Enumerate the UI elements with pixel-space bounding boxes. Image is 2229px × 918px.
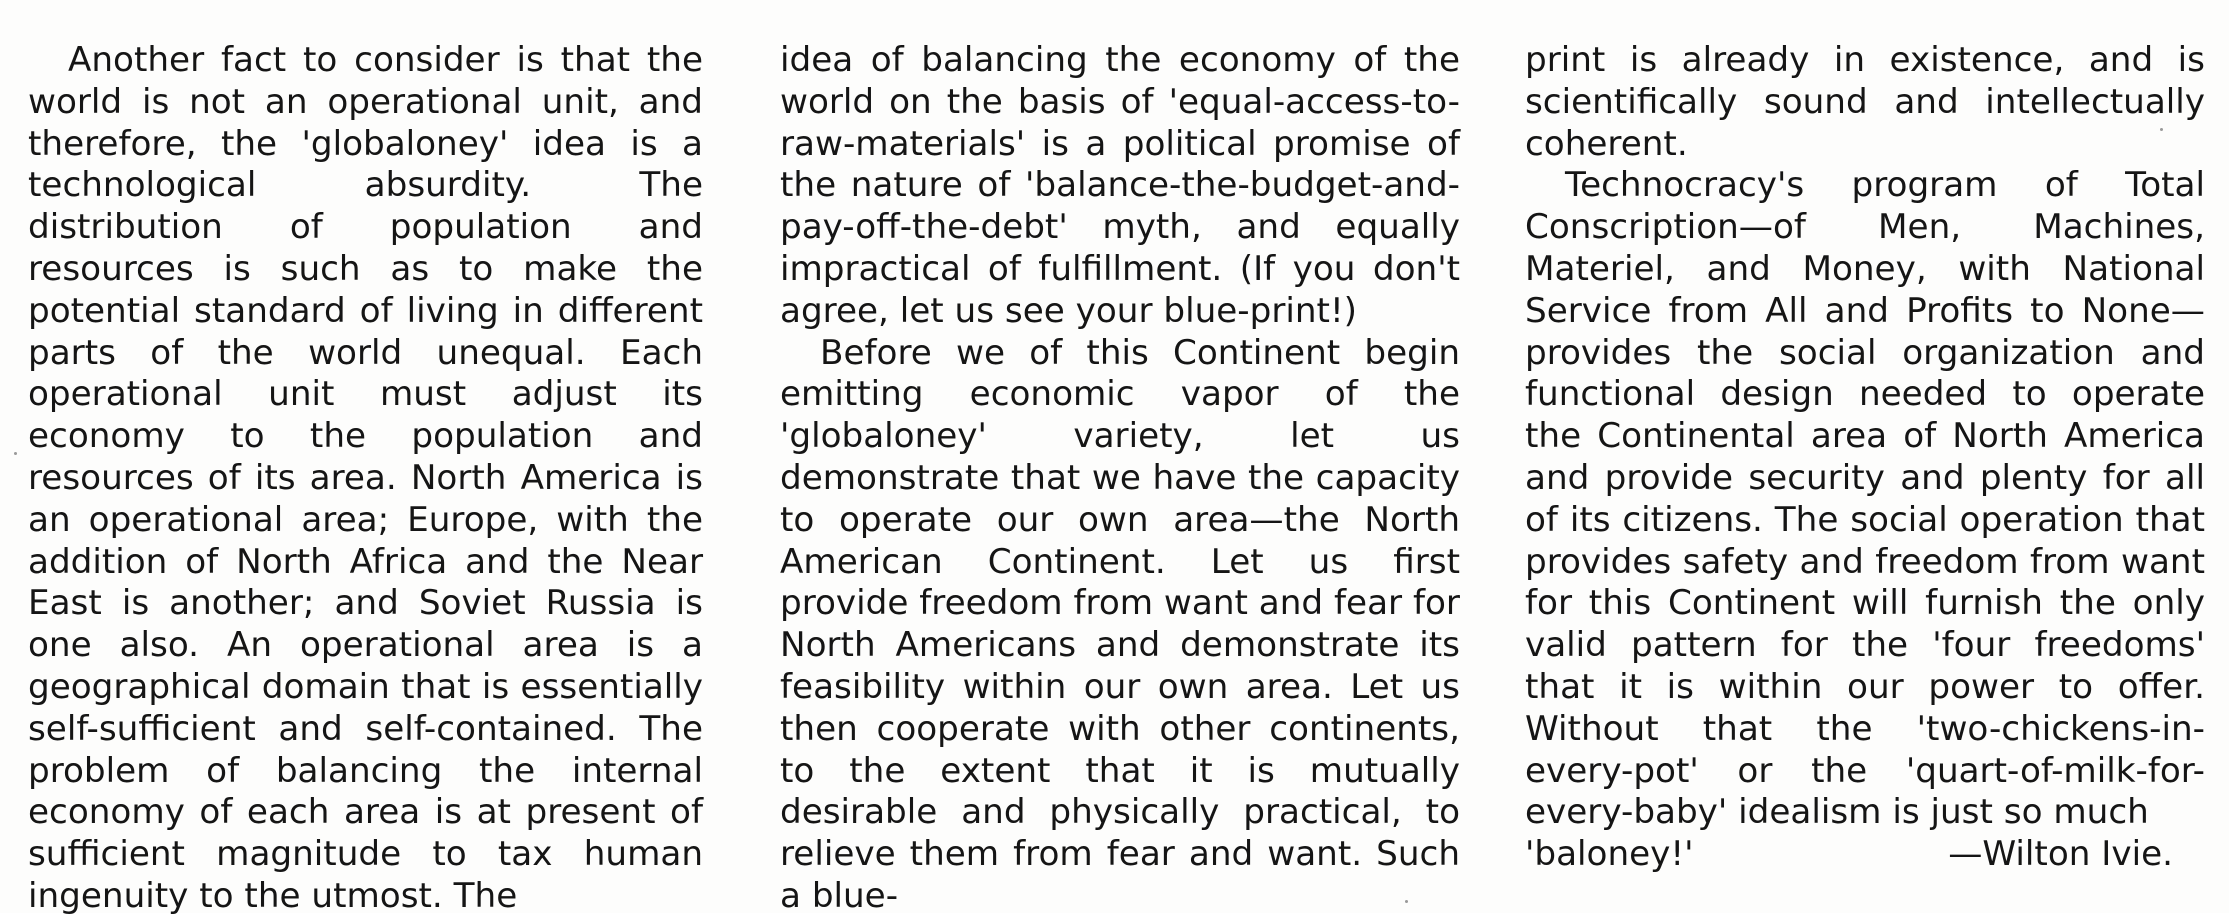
paragraph: idea of balancing the economy of the world on the basis of 'equal-access-to-raw-materials' is a political promise of the nature of 'balance-the-budget-and-pay-off-the-debt' myth, and equally impractical of fulfillment. (If you don't agree, let us see your blue-print!) (780, 40, 1460, 331)
text-column-3 (1525, 40, 2205, 876)
paragraph: Another fact to consider is that the world is not an operational unit, and therefore, the 'globaloney' idea is a technological absurdity. The distribution of population and resources is such as to make the potential standard of living in different parts of the world unequal. Each operational unit must adjust its economy to the population and resources of its area. North America is an operational area; Europe, with the addition of North Africa and the Near East is another; and Soviet Russia is one also. An operational area is a geographical domain that is essentially self-sufficient and self-contained. The problem of balancing the internal economy of each area is at present of sufficient magnitude to tax human ingenuity to the utmost. The (28, 40, 703, 916)
text-column-2 (780, 40, 1460, 918)
scan-speck (1405, 900, 1408, 903)
paragraph: Before we of this Continent begin emitting economic vapor of the 'globaloney' variety, let us demonstrate that we have the capacity to operate our own area—the North American Continent. Let us first provide freedom from want and fear for North Americans and demonstrate its feasibility within our own area. Let us then cooperate with other continents, to the extent that it is mutually desirable and physically practical, to relieve them from fear and want. Such a blue- (780, 332, 1460, 916)
paragraph: Technocracy's program of Total Conscription—of Men, Machines, Materiel, and Money, with National Service from All and Profits to None—provides the social organization and functional design needed to operate the Continental area of North America and provide security and plenty for all of its citizens. The social operation that provides safety and freedom from want for this Continent will furnish the only valid pattern for the 'four freedoms' that it is within our power to offer. Without that the 'two-chickens-in-every-pot' or the 'quart-of-milk-for-every-baby' idealism is just so much (1525, 165, 2205, 833)
closing-line (1525, 834, 2205, 876)
text-column-1 (28, 40, 703, 918)
scan-speck (14, 452, 17, 455)
author-signature: —Wilton Ivie. (1948, 834, 2173, 875)
closing-word: 'baloney!' (1525, 834, 1694, 875)
scan-speck (2160, 128, 2163, 131)
paragraph: print is already in existence, and is scientifically sound and intellectually coherent. (1525, 40, 2205, 164)
